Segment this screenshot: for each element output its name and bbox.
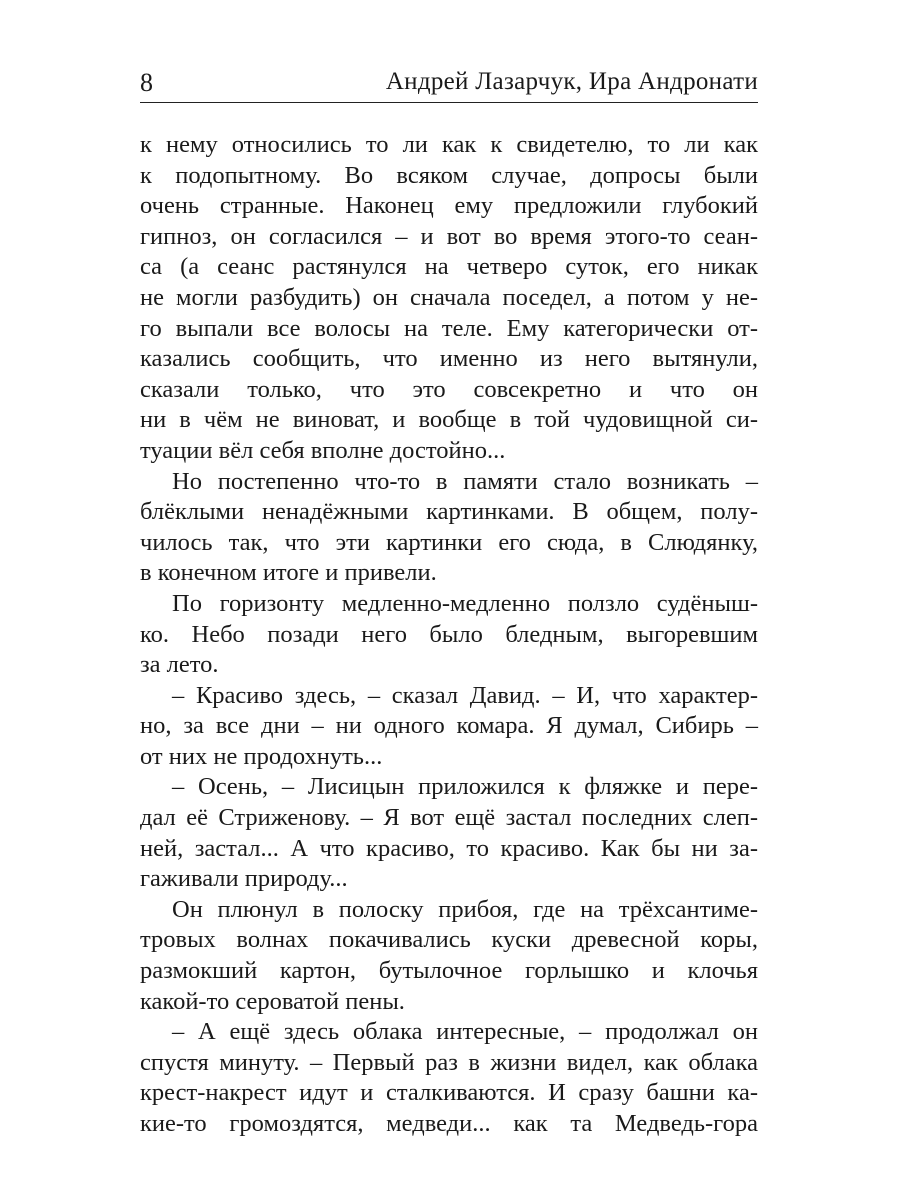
text-line: не могли разбудить) он сначала поседел, а потом у не-	[140, 283, 758, 311]
running-header	[140, 66, 758, 103]
text-line: к подопытному. Во всяком случае, допросы были	[140, 161, 758, 189]
text-line: По горизонту медленно-медленно ползло судёныш-	[172, 589, 758, 617]
text-line: очень странные. Наконец ему предложили глубокий	[140, 192, 758, 220]
text-line: за лето.	[140, 651, 219, 679]
text-line: са (а сеанс растянулся на четверо суток, его никак	[140, 253, 758, 281]
text-line: ко. Небо позади него было бледным, выгоревшим	[140, 620, 758, 648]
text-line: от них не продохнуть...	[140, 742, 383, 770]
paragraph	[140, 467, 758, 589]
body-text	[140, 130, 758, 1140]
text-line: но, за все дни – ни одного комара. Я думал, Сибирь –	[140, 712, 758, 740]
text-line: Но постепенно что-то в памяти стало возникать –	[172, 467, 758, 495]
text-line: туации вёл себя вполне достойно...	[140, 436, 506, 464]
text-line: гипноз, он согласился – и вот во время этого-то сеан-	[140, 222, 758, 250]
text-line: – Красиво здесь, – сказал Давид. – И, что характер-	[172, 681, 758, 709]
text-line: сказали только, что это совсекретно и что он	[140, 375, 758, 403]
text-line: гаживали природу...	[140, 865, 348, 893]
text-line: в конечном итоге и привели.	[140, 559, 437, 587]
text-line: кие-то громоздятся, медведи... как та Медведь-гора	[140, 1110, 758, 1137]
text-line: ней, застал... А что красиво, то красиво. Как бы ни за-	[140, 834, 758, 862]
running-title: Андрей Лазарчук, Ира Андронати	[385, 68, 758, 95]
text-line: – А ещё здесь облака интересные, – продолжал он	[172, 1018, 758, 1046]
paragraph	[140, 130, 758, 467]
paragraph	[140, 1017, 758, 1139]
text-line: го выпали все волосы на теле. Ему категорически от-	[140, 314, 758, 342]
paragraph	[140, 895, 758, 1017]
text-line: какой-то сероватой пены.	[140, 987, 405, 1015]
paragraph	[140, 772, 758, 894]
text-line: крест-накрест идут и сталкиваются. И сразу башни ка-	[140, 1079, 758, 1107]
text-line: ни в чём не виноват, и вообще в той чудовищной си-	[140, 406, 758, 434]
text-line: спустя минуту. – Первый раз в жизни видел, как облака	[140, 1048, 758, 1076]
text-line: казались сообщить, что именно из него вытянули,	[140, 345, 758, 373]
text-line: дал её Стриженову. – Я вот ещё застал последних слеп-	[140, 804, 758, 832]
paragraph	[140, 681, 758, 773]
paragraph	[140, 589, 758, 681]
text-line: к нему относились то ли как к свидетелю, то ли как	[140, 131, 758, 158]
text-line: размокший картон, бутылочное горлышко и клочья	[140, 957, 758, 985]
page-number: 8	[140, 68, 153, 97]
text-line: блёклыми ненадёжными картинками. В общем, полу-	[140, 498, 758, 526]
text-line: Он плюнул в полоску прибоя, где на трёхсантиме-	[172, 895, 758, 923]
text-line: чилось так, что эти картинки его сюда, в Слюдянку,	[140, 528, 758, 556]
text-line: тровых волнах покачивались куски древесной коры,	[140, 926, 758, 954]
text-line: – Осень, – Лисицын приложился к фляжке и пере-	[172, 773, 758, 801]
